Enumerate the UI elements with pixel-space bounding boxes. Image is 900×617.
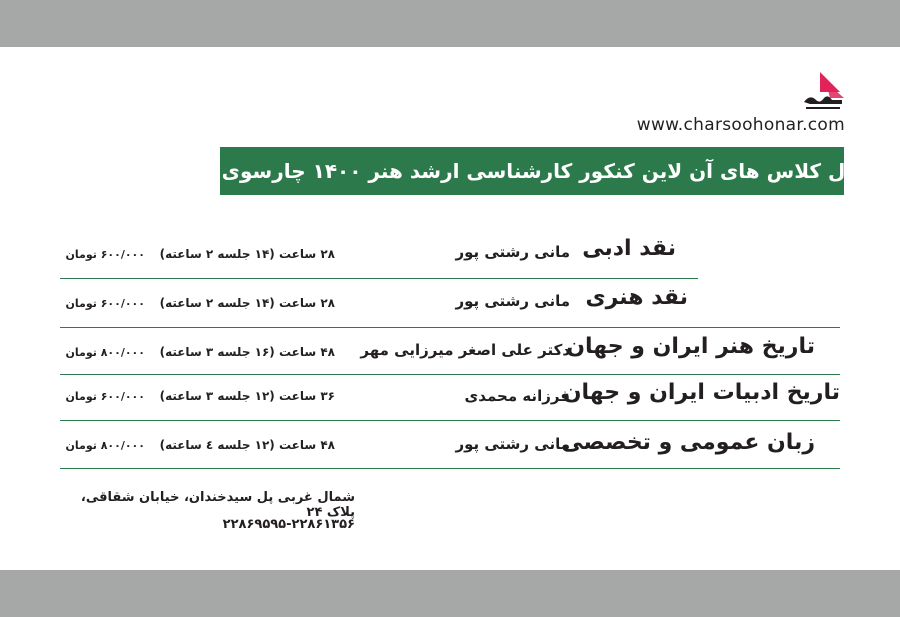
teacher-name: مانی رشتی پور xyxy=(455,243,570,261)
course-name: نقد هنری xyxy=(585,285,688,310)
course-hours: ۳۶ ساعت (۱۲ جلسه ۳ ساعته) xyxy=(159,389,335,403)
course-hours: ۲۸ ساعت (۱۴ جلسه ۲ ساعته) xyxy=(159,296,335,310)
course-name: نقد ادبی xyxy=(582,236,676,261)
page-title: جدول کلاس های آن لاین کنکور کارشناسی ارشد هنر ۱۴۰۰ چارسوی هنر xyxy=(180,159,884,183)
teacher-name: دکتر علی اصغر میرزایی مهر xyxy=(360,341,570,359)
phone-numbers: ۲۲۸۶۹۵۹۵-۲۲۸۶۱۳۵۶ xyxy=(222,517,355,532)
row-divider xyxy=(60,327,840,328)
course-price: ۸۰۰/۰۰۰ تومان xyxy=(65,346,145,359)
teacher-name: فرزانه محمدی xyxy=(464,387,570,405)
course-hours: ۲۸ ساعت (۱۴ جلسه ۲ ساعته) xyxy=(159,247,335,261)
teacher-name: مانی رشتی پور xyxy=(455,292,570,310)
course-hours: ۴۸ ساعت (۱۲ جلسه ٤ ساعته) xyxy=(159,438,335,452)
course-price: ۶۰۰/۰۰۰ تومان xyxy=(65,297,145,310)
row-divider xyxy=(60,278,698,279)
row-divider xyxy=(60,374,840,375)
course-price: ۶۰۰/۰۰۰ تومان xyxy=(65,390,145,403)
course-name: زبان عمومی و تخصصی xyxy=(561,430,815,455)
course-name: تاریخ هنر ایران و جهان xyxy=(566,334,815,359)
course-price: ۶۰۰/۰۰۰ تومان xyxy=(65,248,145,261)
course-name: تاریخ ادبیات ایران و جهان xyxy=(562,380,840,405)
course-price: ۸۰۰/۰۰۰ تومان xyxy=(65,439,145,452)
site-url: www.charsoohonar.com xyxy=(636,115,845,135)
teacher-name: مانی رشتی پور xyxy=(455,435,570,453)
address-text: شمال غربی پل سیدخندان، خیابان شقاقی، پلاک ۲۴ xyxy=(80,490,355,520)
course-hours: ۴۸ ساعت (۱۶ جلسه ۳ ساعته) xyxy=(159,345,335,359)
row-divider xyxy=(60,468,840,469)
row-divider xyxy=(60,420,840,421)
